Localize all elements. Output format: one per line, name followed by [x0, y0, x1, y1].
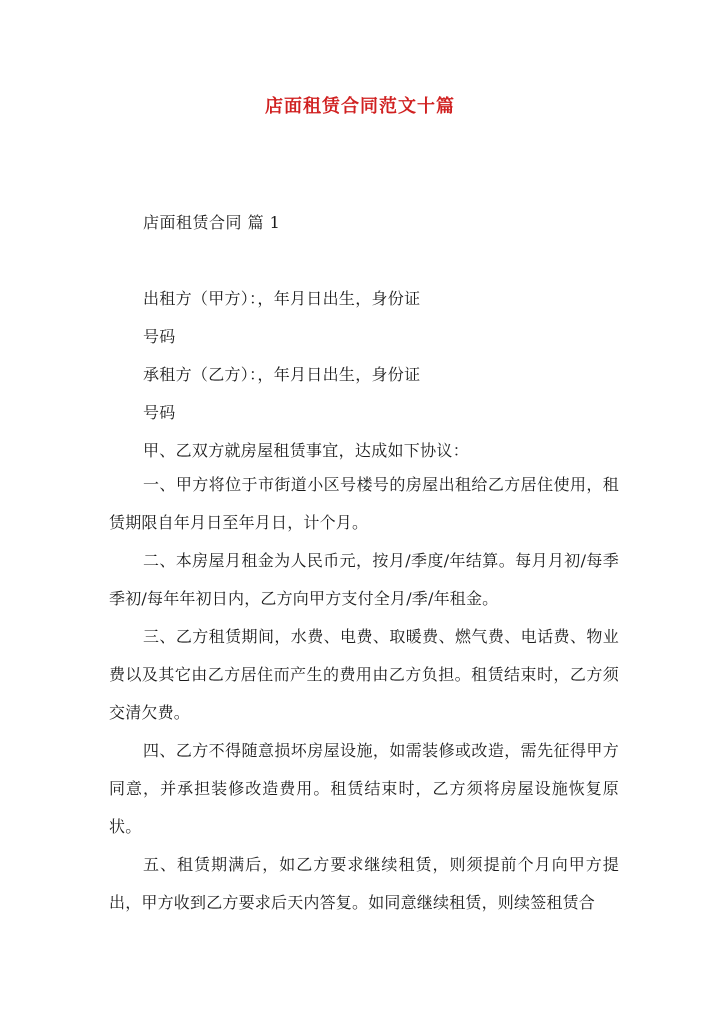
clause-2: 二、本房屋月租金为人民币元，按月/季度/年结算。每月月初/每季季初/每年年初日内，乙方向甲方支付全月/季/年租金。 [109, 551, 619, 608]
section-heading: 店面租赁合同 篇 1 [143, 213, 281, 232]
lessee-line: 承租方（乙方）：，年月日出生，身份证 [143, 365, 421, 384]
document-title: 店面租赁合同范文十篇 [265, 96, 455, 117]
lessor-id-label: 号码 [143, 327, 176, 346]
clause-5: 五、租赁期满后，如乙方要求继续租赁，则须提前个月向甲方提出，甲方收到乙方要求后天内答复。如同意继续租赁，则续签租赁合 [109, 855, 619, 912]
clause-4: 四、乙方不得随意损坏房屋设施，如需装修或改造，需先征得甲方同意，并承担装修改造费用。租赁结束时，乙方须将房屋设施恢复原状。 [109, 741, 619, 836]
clause-1: 一、甲方将位于市街道小区号楼号的房屋出租给乙方居住使用，租赁期限自年月日至年月日，计个月。 [109, 475, 619, 532]
lessee-id-label: 号码 [143, 403, 176, 422]
agreement-intro: 甲、乙双方就房屋租赁事宜，达成如下协议： [143, 441, 470, 460]
lessor-line: 出租方（甲方）：，年月日出生，身份证 [143, 289, 421, 308]
clause-3: 三、乙方租赁期间，水费、电费、取暖费、燃气费、电话费、物业费以及其它由乙方居住而产生的费用由乙方负担。租赁结束时，乙方须交清欠费。 [109, 627, 619, 722]
